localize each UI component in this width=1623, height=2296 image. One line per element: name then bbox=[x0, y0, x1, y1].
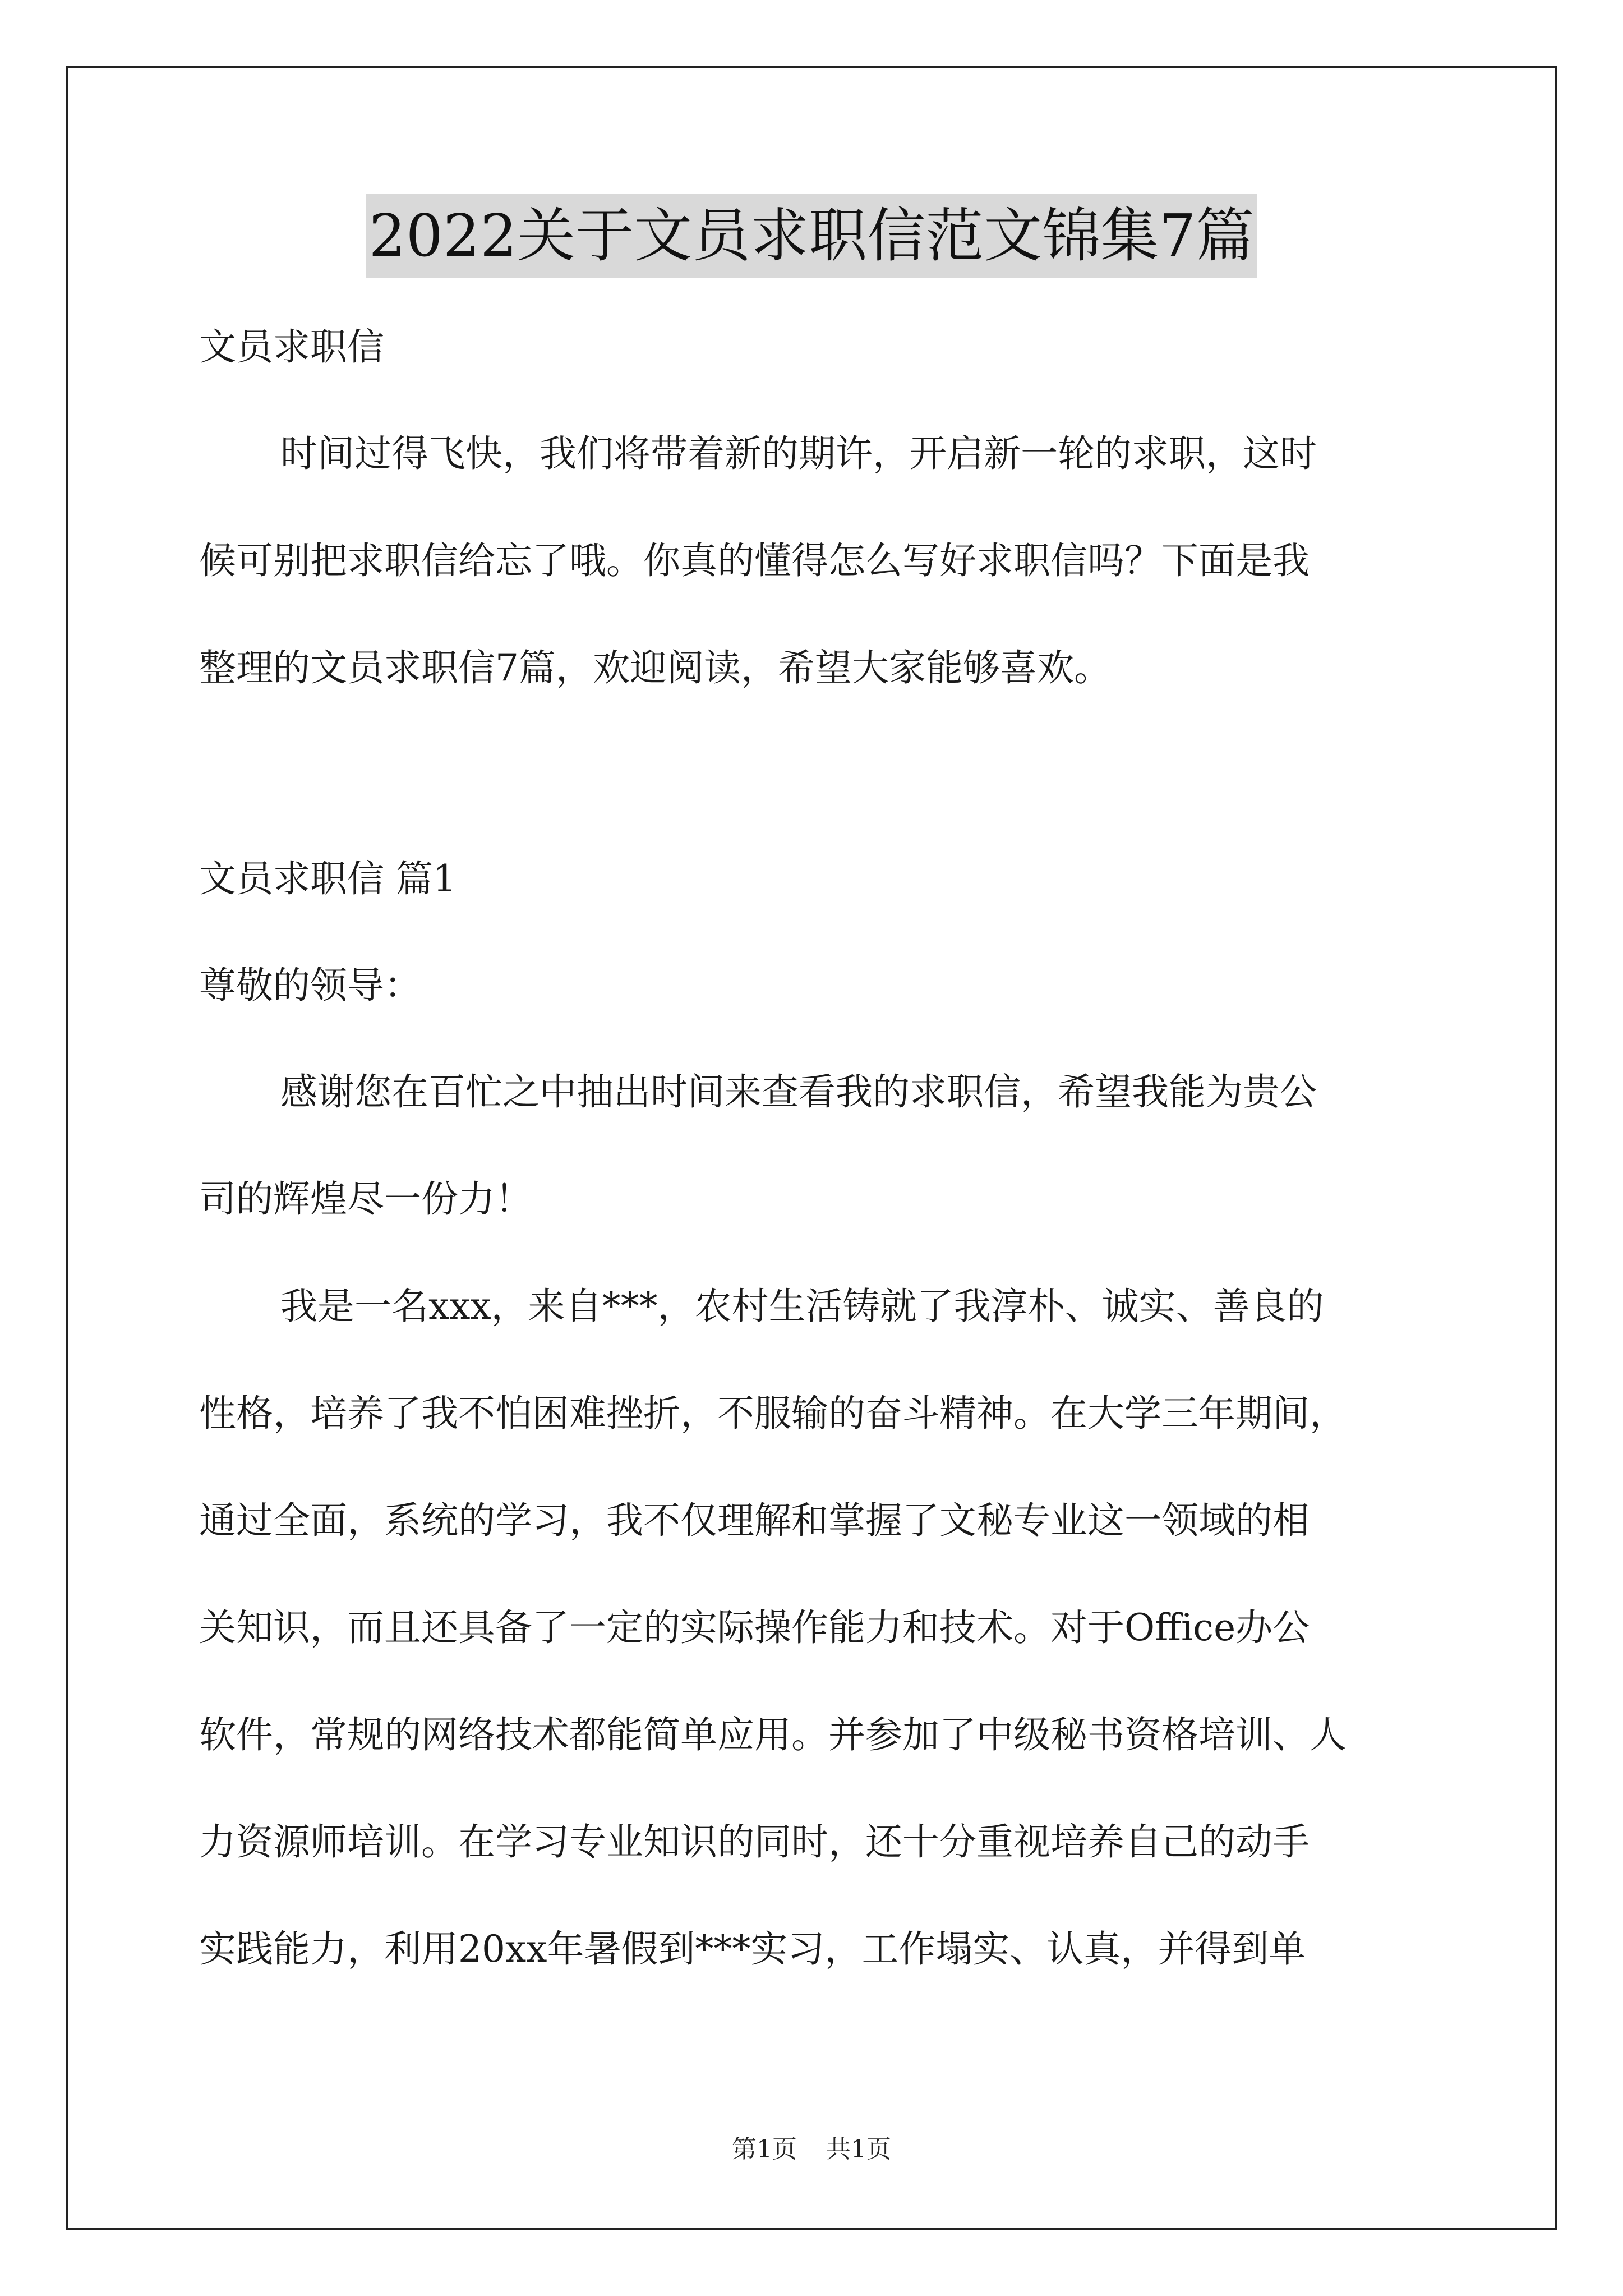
paragraph-line: 力资源师培训。在学习专业知识的同时，还十分重视培养自己的动手 bbox=[199, 1820, 1310, 1864]
title-container bbox=[0, 194, 1623, 278]
paragraph-line: 关知识，而且还具备了一定的实际操作能力和技术。对于Office办公 bbox=[199, 1606, 1310, 1649]
paragraph-line: 我是一名xxx，来自***，农村生活铸就了我淳朴、诚实、善良的 bbox=[280, 1285, 1324, 1328]
paragraph-line: 感谢您在百忙之中抽出时间来查看我的求职信，希望我能为贵公 bbox=[280, 1070, 1317, 1114]
page-total: 共1页 bbox=[826, 2135, 891, 2164]
paragraph-line: 候可别把求职信给忘了哦。你真的懂得怎么写好求职信吗？下面是我 bbox=[199, 539, 1310, 582]
paragraph-line: 司的辉煌尽一份力！ bbox=[199, 1177, 532, 1221]
paragraph-line: 实践能力，利用20xx年暑假到***实习，工作塌实、认真，并得到单 bbox=[199, 1927, 1306, 1971]
section-heading: 文员求职信 bbox=[199, 325, 384, 369]
document-body bbox=[199, 323, 1433, 2032]
paragraph-spacer bbox=[199, 751, 1433, 854]
paragraph-line: 性格，培养了我不怕困难挫折，不服输的奋斗精神。在大学三年期间， bbox=[199, 1392, 1347, 1435]
document-title: 2022关于文员求职信范文锦集7篇 bbox=[366, 194, 1258, 278]
salutation: 尊敬的领导： bbox=[199, 964, 421, 1007]
paragraph-line: 时间过得飞快，我们将带着新的期许，开启新一轮的求职，这时 bbox=[280, 432, 1317, 475]
paragraph-line: 整理的文员求职信7篇，欢迎阅读，希望大家能够喜欢。 bbox=[199, 646, 1111, 689]
paragraph-line: 通过全面，系统的学习，我不仅理解和掌握了文秘专业这一领域的相 bbox=[199, 1499, 1310, 1542]
section-heading: 文员求职信 篇1 bbox=[199, 857, 457, 900]
page-number: 第1页 bbox=[732, 2135, 797, 2164]
page-footer bbox=[0, 2129, 1623, 2165]
paragraph-line: 软件，常规的网络技术都能简单应用。并参加了中级秘书资格培训、人 bbox=[199, 1713, 1347, 1756]
